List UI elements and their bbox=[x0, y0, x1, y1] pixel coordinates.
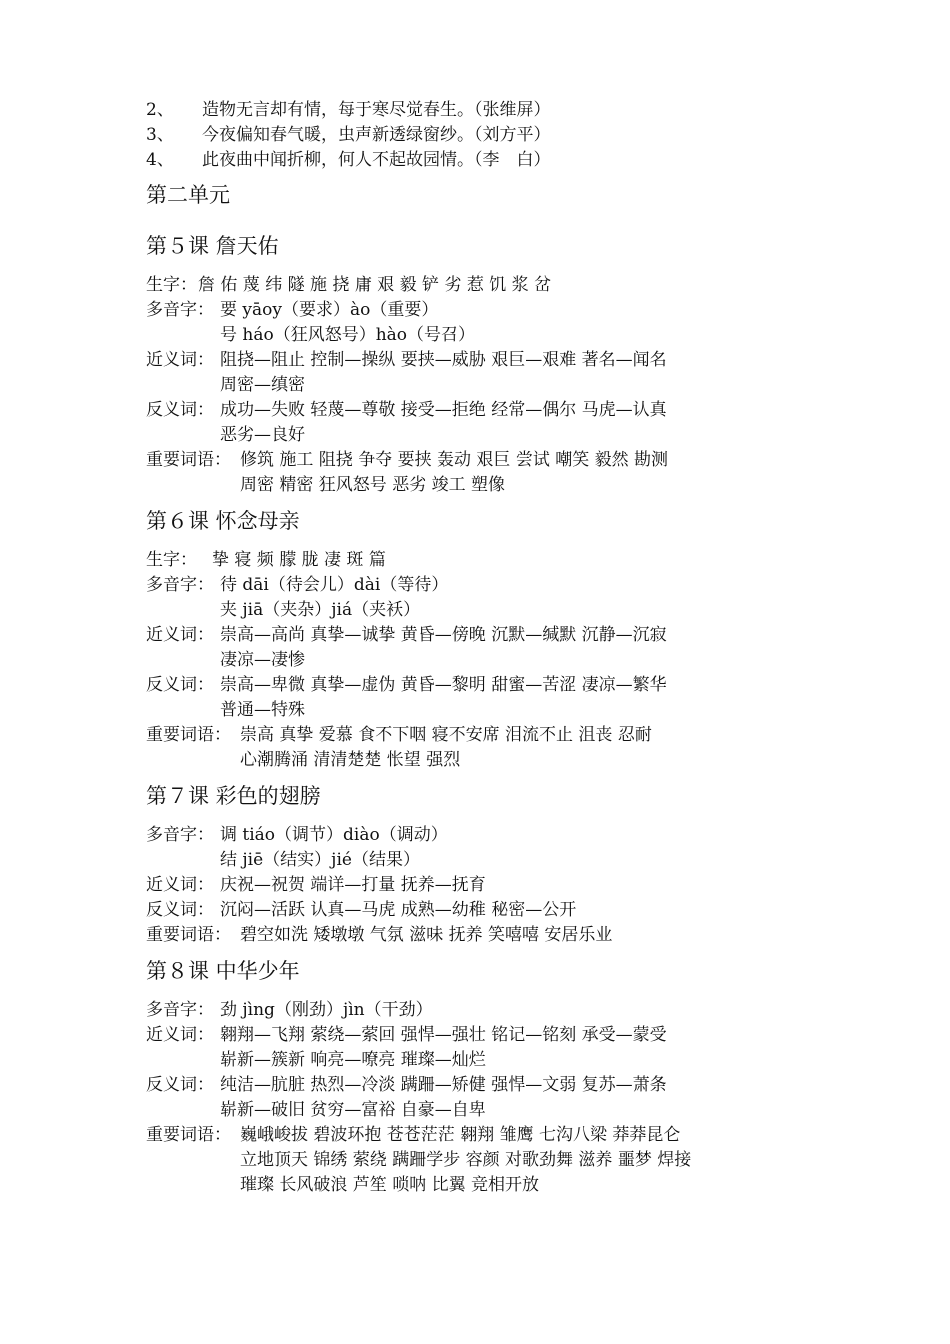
section-line: 号 háo（狂风怒号）hào（号召） bbox=[220, 325, 476, 345]
poem-line bbox=[146, 148, 551, 172]
section-line: 普通—特殊 bbox=[220, 700, 305, 720]
section-label: 重要词语： bbox=[146, 1125, 231, 1145]
section-line: 沉闷—活跃 认真—马虎 成熟—幼稚 秘密—公开 bbox=[220, 900, 577, 920]
section-line: 结 jiē（结实）jié（结果） bbox=[220, 850, 420, 870]
section-label: 反义词： bbox=[146, 675, 214, 695]
section-line: 碧空如洗 矮墩墩 气氛 滋味 抚养 笑嘻嘻 安居乐业 bbox=[240, 925, 613, 945]
section-label: 生字： bbox=[146, 275, 197, 295]
section-label: 近义词： bbox=[146, 625, 214, 645]
poem-text: 今夜偏知春气暖，虫声新透绿窗纱。（刘方平） bbox=[202, 125, 551, 145]
section-line: 挚 寝 频 朦 胧 凄 斑 篇 bbox=[212, 550, 386, 570]
section-line: 夹 jiā（夹杂）jiá（夹袄） bbox=[220, 600, 421, 620]
section-line: 成功—失败 轻蔑—尊敬 接受—拒绝 经常—偶尔 马虎—认真 bbox=[220, 400, 667, 420]
section-line: 心潮腾涌 清清楚楚 怅望 强烈 bbox=[240, 750, 461, 770]
section-label: 重要词语： bbox=[146, 450, 231, 470]
section-label: 多音字： bbox=[146, 825, 214, 845]
section-line: 周密—缜密 bbox=[220, 375, 305, 395]
section-line: 詹 佑 蔑 纬 隧 施 挠 庸 艰 毅 铲 劣 惹 饥 浆 岔 bbox=[198, 275, 552, 295]
poem-line bbox=[146, 123, 551, 147]
section-label: 多音字： bbox=[146, 1000, 214, 1020]
section-line: 翱翔—飞翔 萦绕—萦回 强悍—强壮 铭记—铭刻 承受—蒙受 bbox=[220, 1025, 667, 1045]
section-line: 立地顶天 锦绣 萦绕 蹒跚学步 容颜 对歌劲舞 滋养 噩梦 焊接 bbox=[240, 1150, 692, 1170]
poem-line bbox=[146, 98, 551, 122]
section-line: 恶劣—良好 bbox=[220, 425, 305, 445]
section-line: 要 yāoy（要求）ào（重要） bbox=[220, 300, 439, 320]
poem-text: 此夜曲中闻折柳，何人不起故园情。（李 白） bbox=[202, 150, 551, 170]
poem-number: 2、 bbox=[146, 100, 174, 120]
section-line: 崇高—卑微 真挚—虚伪 黄昏—黎明 甜蜜—苦涩 凄凉—繁华 bbox=[220, 675, 667, 695]
section-label: 多音字： bbox=[146, 575, 214, 595]
section-line: 庆祝—祝贺 端详—打量 抚养—抚育 bbox=[220, 875, 486, 895]
section-label: 反义词： bbox=[146, 400, 214, 420]
section-line: 崇高 真挚 爱慕 食不下咽 寝不安席 泪流不止 沮丧 忍耐 bbox=[240, 725, 652, 745]
section-label: 重要词语： bbox=[146, 725, 231, 745]
section-line: 巍峨峻拔 碧波环抱 苍苍茫茫 翱翔 雏鹰 七沟八梁 莽莽昆仑 bbox=[240, 1125, 681, 1145]
section-line: 周密 精密 狂风怒号 恶劣 竣工 塑像 bbox=[240, 475, 506, 495]
section-line: 调 tiáo（调节）diào（调动） bbox=[220, 825, 448, 845]
section-line: 修筑 施工 阻挠 争夺 要挟 轰动 艰巨 尝试 嘲笑 毅然 勘测 bbox=[240, 450, 669, 470]
section-line: 崇高—高尚 真挚—诚挚 黄昏—傍晚 沉默—缄默 沉静—沉寂 bbox=[220, 625, 667, 645]
section-line: 纯洁—肮脏 热烈—冷淡 蹒跚—矫健 强悍—文弱 复苏—萧条 bbox=[220, 1075, 667, 1095]
section-line: 崭新—破旧 贫穷—富裕 自豪—自卑 bbox=[220, 1100, 486, 1120]
section-line: 劲 jìng（刚劲）jìn（干劲） bbox=[220, 1000, 433, 1020]
section-label: 近义词： bbox=[146, 1025, 214, 1045]
section-line: 璀璨 长风破浪 芦笙 唢呐 比翼 竞相开放 bbox=[240, 1175, 540, 1195]
section-label: 近义词： bbox=[146, 875, 214, 895]
section-label: 多音字： bbox=[146, 300, 214, 320]
section-line: 阻挠—阻止 控制—操纵 要挟—威胁 艰巨—艰难 著名—闻名 bbox=[220, 350, 667, 370]
section-line: 待 dāi（待会儿）dài（等待） bbox=[220, 575, 449, 595]
lesson-title: 第５课 詹天佑 bbox=[146, 234, 279, 258]
lesson-title: 第７课 彩色的翅膀 bbox=[146, 784, 321, 808]
lesson-title: 第８课 中华少年 bbox=[146, 959, 300, 983]
poem-text: 造物无言却有情，每于寒尽觉春生。（张维屏） bbox=[202, 100, 551, 120]
poem-number: 3、 bbox=[146, 125, 174, 145]
section-line: 凄凉—凄惨 bbox=[220, 650, 305, 670]
lesson-title: 第６课 怀念母亲 bbox=[146, 509, 300, 533]
section-line: 崭新—簇新 响亮—嘹亮 璀璨—灿烂 bbox=[220, 1050, 486, 1070]
section-label: 重要词语： bbox=[146, 925, 231, 945]
section-label: 近义词： bbox=[146, 350, 214, 370]
poem-number: 4、 bbox=[146, 150, 174, 170]
unit-title: 第二单元 bbox=[146, 183, 230, 207]
section-label: 反义词： bbox=[146, 900, 214, 920]
section-label: 生字： bbox=[146, 550, 197, 570]
section-label: 反义词： bbox=[146, 1075, 214, 1095]
